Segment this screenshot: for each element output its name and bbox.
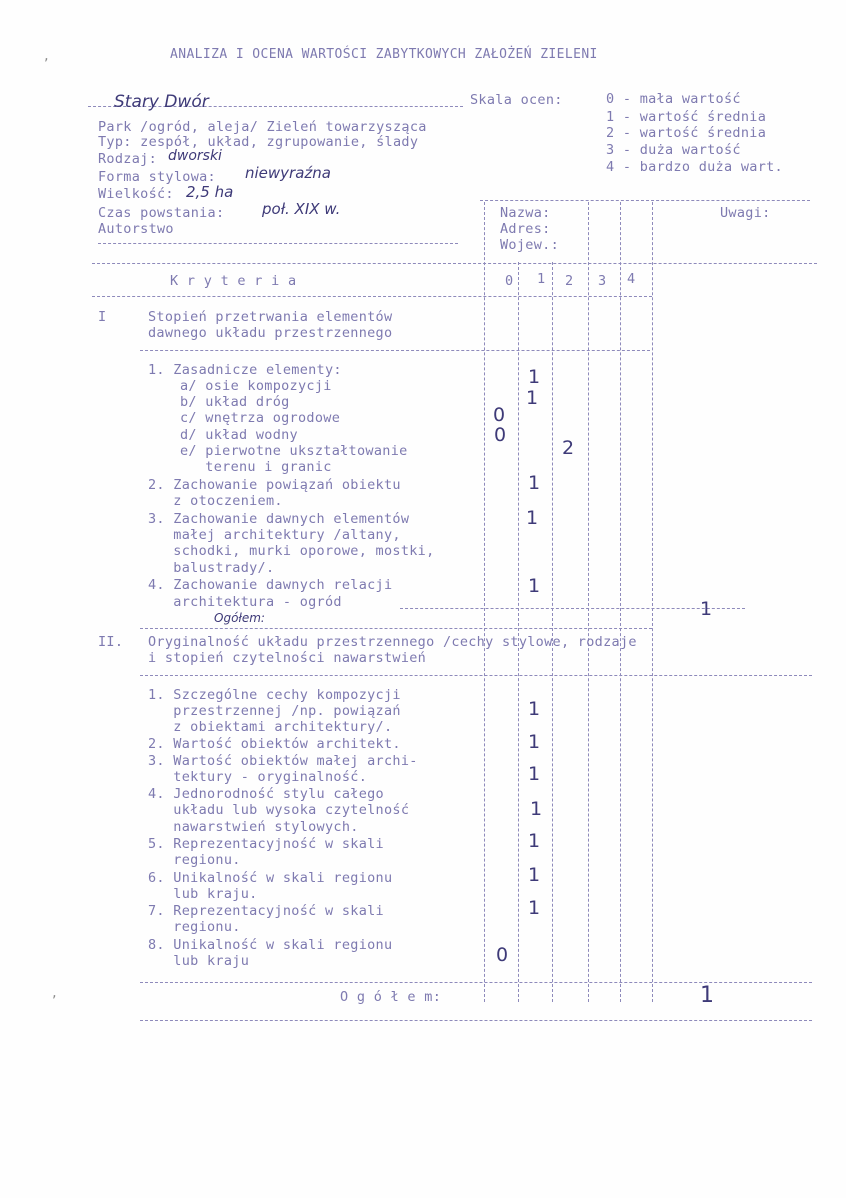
s2-item-8-2: lub kraju — [148, 953, 250, 969]
czas-value: poł. XIX w. — [262, 200, 341, 218]
s2-mark-3: 1 — [528, 763, 541, 785]
section2-title-2: i stopień czytelności nawarstwień — [148, 650, 427, 666]
score-col-3: 3 — [598, 273, 607, 289]
col-sep-3 — [588, 202, 589, 1002]
scale-item-4: 4 - bardzo duża wart. — [606, 159, 783, 175]
s1-item-1d: d/ układ wodny — [180, 427, 298, 443]
scale-label: Skala ocen: — [470, 92, 563, 108]
autorstwo-underline — [98, 243, 458, 244]
s2-mark-7: 1 — [528, 897, 541, 919]
header-rule-bottom — [92, 296, 652, 297]
document-title: ANALIZA I OCENA WARTOŚCI ZABYTKOWYCH ZAŁOŻEŃ ZIELENI — [170, 47, 598, 62]
s1-item-3: 3. Zachowanie dawnych elementów — [148, 511, 410, 527]
s2-item-1-2: przestrzennej /np. powiązań — [148, 703, 401, 719]
s1-item-3-3: schodki, murki oporowe, mostki, — [148, 543, 435, 559]
section2-number: II. — [98, 634, 124, 650]
s1-item-1e-2: terenu i granic — [180, 459, 332, 475]
score-col-0: 0 — [505, 273, 514, 289]
s1-mark-e: 2 — [562, 437, 575, 459]
s2-item-1-3: z obiektami architektury/. — [148, 719, 393, 735]
s2-item-4-3: nawarstwień stylowych. — [148, 819, 359, 835]
s1-mark-4: 1 — [528, 575, 541, 597]
section1-number: I — [98, 309, 107, 325]
s2-item-6-2: lub kraju. — [148, 886, 258, 902]
s1-mark-d: 0 — [494, 424, 507, 446]
col-sep-1 — [518, 262, 519, 1002]
s2-item-4: 4. Jednorodność stylu całego — [148, 786, 384, 802]
s1-item-2: 2. Zachowanie powiązań obiektu — [148, 477, 401, 493]
section2-top-rule — [140, 628, 652, 629]
forma-value: niewyraźna — [245, 164, 331, 182]
s2-mark-5: 1 — [528, 830, 541, 852]
section2-total-rule-bottom — [140, 1020, 812, 1021]
s2-item-5-2: regionu. — [148, 852, 241, 868]
s2-item-1: 1. Szczególne cechy kompozycji — [148, 687, 401, 703]
s1-item-1a: a/ osie kompozycji — [180, 378, 332, 394]
section1-total-label: Ogółem: — [214, 611, 265, 625]
section2-title-rule — [140, 675, 812, 676]
section1-total-rule — [400, 608, 745, 609]
col-sep-4 — [620, 202, 621, 1002]
s1-item-3-4: balustrady/. — [148, 560, 275, 576]
s2-mark-4: 1 — [530, 798, 543, 820]
wielkosc-value: 2,5 ha — [186, 183, 234, 201]
meta-box-top — [480, 200, 810, 201]
kryteria-heading: K r y t e r i a — [170, 273, 297, 289]
park-line: Park /ogród, aleja/ Zieleń towarzysząca — [98, 119, 427, 135]
s1-mark-b: 1 — [526, 387, 539, 409]
czas-label: Czas powstania: — [98, 205, 225, 221]
section1-title-rule — [140, 350, 650, 351]
scale-item-1: 1 - wartość średnia — [606, 109, 767, 125]
s1-item-1b: b/ układ dróg — [180, 394, 290, 410]
object-name: Stary Dwór — [114, 92, 209, 112]
s1-mark-2: 1 — [528, 472, 541, 494]
section2-title-1: Oryginalność układu przestrzennego /cechy stylowe, rodzaje — [148, 634, 637, 650]
s2-item-7: 7. Reprezentacyjność w skali — [148, 903, 384, 919]
s1-mark-c: 0 — [493, 404, 506, 426]
s1-mark-3: 1 — [526, 507, 539, 529]
margin-speck-top: ‚ — [44, 48, 49, 64]
s1-item-4-2: architektura - ogród — [148, 594, 342, 610]
forma-label: Forma stylowa: — [98, 169, 216, 185]
meta-adres: Adres: — [500, 221, 551, 237]
scale-item-0: 0 - mała wartość — [606, 91, 741, 107]
s1-item-1e: e/ pierwotne ukształtowanie — [180, 443, 408, 459]
meta-nazwa: Nazwa: — [500, 205, 551, 221]
s1-item-3-2: małej architektury /altany, — [148, 527, 401, 543]
wielkosc-label: Wielkość: — [98, 186, 174, 202]
scale-item-3: 3 - duża wartość — [606, 142, 741, 158]
score-col-1: 1 — [537, 271, 546, 287]
section2-total-label: O g ó ł e m: — [340, 989, 442, 1005]
header-rule-top — [92, 263, 817, 264]
s1-item-4: 4. Zachowanie dawnych relacji — [148, 577, 393, 593]
s2-item-6: 6. Unikalność w skali regionu — [148, 870, 393, 886]
section1-title-1: Stopień przetrwania elementów — [148, 309, 393, 325]
s2-mark-6: 1 — [528, 864, 541, 886]
s2-item-7-2: regionu. — [148, 919, 241, 935]
s2-mark-1: 1 — [528, 698, 541, 720]
meta-uwagi: Uwagi: — [720, 205, 771, 221]
autorstwo-label: Autorstwo — [98, 221, 174, 237]
s1-item-1c: c/ wnętrza ogrodowe — [180, 410, 341, 426]
score-col-2: 2 — [565, 273, 574, 289]
scale-item-2: 2 - wartość średnia — [606, 125, 767, 141]
s2-item-4-2: układu lub wysoka czytelność — [148, 802, 410, 818]
s2-item-2: 2. Wartość obiektów architekt. — [148, 736, 401, 752]
section1-total-value: 1 — [700, 598, 713, 620]
section1-title-2: dawnego układu przestrzennego — [148, 325, 393, 341]
s2-item-8: 8. Unikalność w skali regionu — [148, 937, 393, 953]
rodzaj-label: Rodzaj: — [98, 151, 157, 167]
s2-mark-8: 0 — [496, 944, 509, 966]
col-sep-2 — [552, 262, 553, 1002]
margin-speck-bottom: ‚ — [52, 985, 57, 1001]
typ-line: Typ: zespół, układ, zgrupowanie, ślady — [98, 134, 419, 150]
meta-wojew: Wojew.: — [500, 237, 559, 253]
s1-item-2-2: z otoczeniem. — [148, 493, 283, 509]
section2-total-value: 1 — [700, 983, 714, 1008]
s2-item-3-2: tektury - oryginalność. — [148, 769, 368, 785]
col-sep-5 — [652, 202, 653, 1002]
s2-item-3: 3. Wartość obiektów małej archi- — [148, 753, 418, 769]
s1-mark-a: 1 — [528, 366, 541, 388]
rodzaj-value: dworski — [168, 148, 222, 164]
col-sep-0 — [484, 202, 485, 1002]
score-col-4: 4 — [627, 271, 636, 287]
s2-item-5: 5. Reprezentacyjność w skali — [148, 836, 384, 852]
s1-item-1: 1. Zasadnicze elementy: — [148, 362, 342, 378]
s2-mark-2: 1 — [528, 731, 541, 753]
